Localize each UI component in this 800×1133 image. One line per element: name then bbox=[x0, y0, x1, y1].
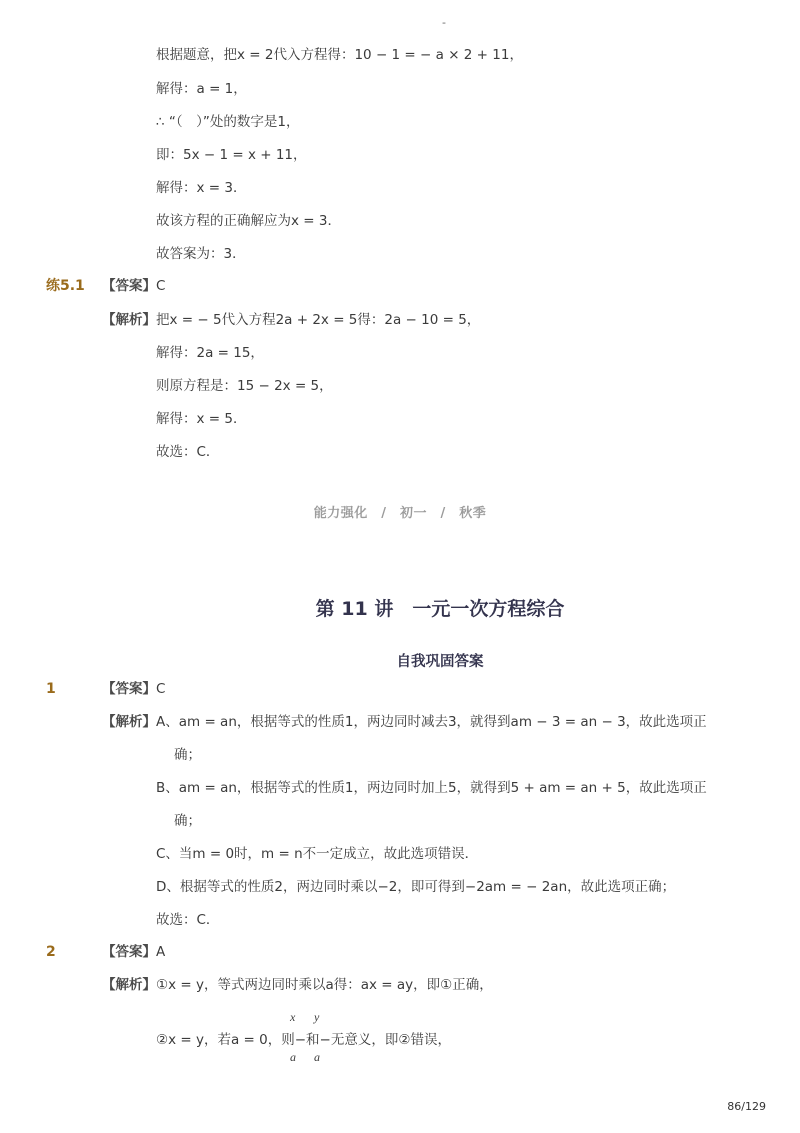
analysis-tag: 【解析】 bbox=[102, 977, 156, 993]
analysis-line-2: 解得：2a = 15， bbox=[156, 345, 264, 361]
fraction-denominator-a2: a bbox=[314, 1050, 320, 1064]
answer-value: C bbox=[156, 278, 166, 294]
analysis-line-4: 解得：x = 5． bbox=[156, 411, 247, 427]
prev-line-4: 即：5x − 1 = x + 11， bbox=[156, 147, 307, 163]
analysis-line-d: D、根据等式的性质2，两边同时乘以−2，即可得到−2am = − 2an，故此选项正确； bbox=[156, 879, 676, 895]
analysis-line-conclusion: 故选：C． bbox=[156, 912, 220, 928]
fraction-denominator-a1: a bbox=[290, 1050, 296, 1064]
answer-value: A bbox=[156, 944, 166, 960]
analysis-tag: 【解析】 bbox=[102, 714, 156, 730]
prev-line-6: 故该方程的正确解应为x = 3． bbox=[156, 213, 341, 229]
analysis-line-2: ②x = y，若a = 0，则−和−无意义，即②错误， bbox=[156, 1032, 451, 1048]
section-title: 自我巩固答案 bbox=[396, 654, 484, 670]
analysis-line-1: ①x = y，等式两边同时乘以a得：ax = ay，即①正确， bbox=[156, 977, 493, 993]
analysis-line-a: A、am = an，根据等式的性质1，两边同时减去3，就得到am − 3 = an − 3，故此选项正 bbox=[156, 714, 707, 730]
analysis-line-a-cont: 确； bbox=[174, 747, 201, 763]
question-number: 2 bbox=[46, 944, 56, 960]
answer-tag: 【答案】 bbox=[102, 681, 156, 697]
prev-line-2: 解得：a = 1， bbox=[156, 81, 247, 97]
analysis-line-5: 故选：C． bbox=[156, 444, 220, 460]
question-number: 1 bbox=[46, 681, 56, 697]
analysis-line-c: C、当m = 0时，m = n不一定成立，故此选项错误． bbox=[156, 846, 479, 862]
exercise-number: 练5.1 bbox=[46, 278, 85, 294]
page-number: 86/129 bbox=[727, 1100, 766, 1113]
prev-line-1: 根据题意，把x = 2代入方程得：10 − 1 = − a × 2 + 11， bbox=[156, 47, 523, 63]
answer-value: C bbox=[156, 681, 166, 697]
prev-line-5: 解得：x = 3． bbox=[156, 180, 247, 196]
analysis-line-3: 则原方程是：15 − 2x = 5， bbox=[156, 378, 333, 394]
top-mark: - bbox=[442, 16, 446, 29]
prev-line-3: ∴ “（ ）”处的数字是1， bbox=[156, 114, 300, 130]
analysis-tag: 【解析】 bbox=[102, 312, 156, 328]
fraction-numerator-y: y bbox=[314, 1010, 320, 1024]
prev-line-7: 故答案为：3． bbox=[156, 246, 246, 262]
answer-tag: 【答案】 bbox=[102, 944, 156, 960]
analysis-line-b-cont: 确； bbox=[174, 813, 201, 829]
answer-tag: 【答案】 bbox=[102, 278, 156, 294]
analysis-line-1: 把x = − 5代入方程2a + 2x = 5得：2a − 10 = 5， bbox=[156, 312, 481, 328]
analysis-line-b: B、am = an，根据等式的性质1，两边同时加上5，就得到5 + am = an + 5，故此选项正 bbox=[156, 780, 707, 796]
lecture-title: 第 11 讲 一元一次方程综合 bbox=[315, 598, 565, 620]
fraction-numerator-x: x bbox=[290, 1010, 296, 1024]
page-footer: 能力强化 / 初一 / 秋季 bbox=[313, 506, 487, 521]
